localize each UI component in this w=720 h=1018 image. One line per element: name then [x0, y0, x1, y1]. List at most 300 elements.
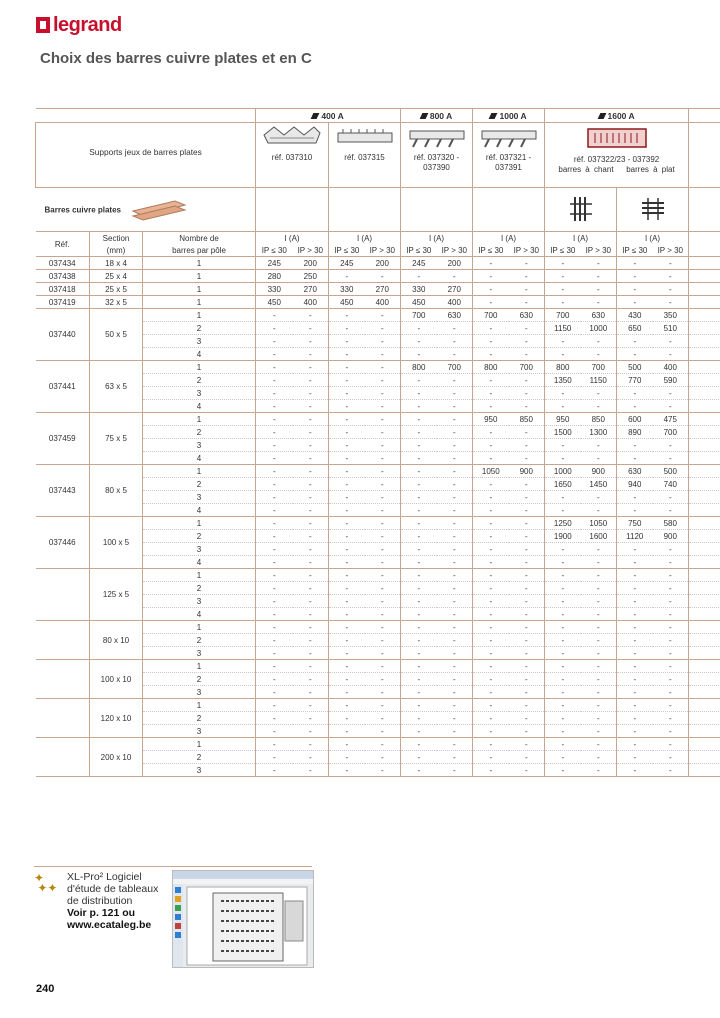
cell-bar-count: 3 — [143, 595, 256, 608]
cell-current-value: 850 — [581, 413, 617, 426]
breaker-icon — [489, 113, 498, 119]
cell-bar-count: 1 — [143, 660, 256, 673]
cell-current-value: - — [256, 374, 293, 387]
cell-current-value: - — [329, 478, 365, 491]
support-comb-icon — [479, 125, 539, 149]
cell-current-value: - — [365, 439, 401, 452]
cell-current-value: - — [581, 569, 617, 582]
cell-current-value: - — [653, 764, 689, 777]
copper-bar-icon — [131, 199, 187, 221]
cell-current-value: - — [617, 270, 653, 283]
cell-current-value: - — [509, 491, 545, 504]
cell-current-value: - — [473, 257, 509, 270]
cell-current-value: - — [473, 699, 509, 712]
cell-current-value: - — [545, 491, 581, 504]
cell-current-value: - — [617, 582, 653, 595]
cell-current-value: - — [401, 738, 437, 751]
cell-current-value: - — [437, 491, 473, 504]
cell-current-value: - — [365, 673, 401, 686]
cell-current-value: 700 — [509, 361, 545, 374]
cell-current-value: - — [401, 270, 437, 283]
cell-current-value: 500 — [653, 465, 689, 478]
cell-current-value: - — [653, 582, 689, 595]
cell-current-value: - — [509, 478, 545, 491]
cell-bar-count: 2 — [143, 673, 256, 686]
col-current: I (A) — [256, 232, 329, 245]
cell-current-value: - — [401, 530, 437, 543]
cell-current-value: - — [401, 478, 437, 491]
cell-current-value: 650 — [617, 322, 653, 335]
cell-current-value: - — [581, 296, 617, 309]
col-count-unit: barres par pôle — [143, 244, 256, 257]
cell-current-value: 500 — [617, 361, 653, 374]
cell-current-value: - — [617, 452, 653, 465]
cell-current-value: - — [581, 621, 617, 634]
cell-ref — [36, 569, 90, 621]
cell-current-value: - — [581, 582, 617, 595]
cell-current-value: - — [365, 621, 401, 634]
cell-current-value: - — [473, 725, 509, 738]
col-ip-gt-30: IP > 30 — [509, 244, 545, 257]
cell-current-value: - — [293, 660, 329, 673]
cell-current-value: 1650 — [545, 478, 581, 491]
cell-current-value: - — [401, 517, 437, 530]
cell-current-value: 400 — [365, 296, 401, 309]
cell-current-value: - — [545, 764, 581, 777]
cell-bar-count: 2 — [143, 322, 256, 335]
cell-current-value: - — [293, 621, 329, 634]
cell-current-value: - — [365, 595, 401, 608]
cell-ref — [36, 621, 90, 660]
cell-section: 120 x 10 — [90, 699, 143, 738]
cell-current-value: - — [617, 257, 653, 270]
col-ref: Réf. — [36, 232, 90, 257]
cell-current-value: - — [256, 608, 293, 621]
cell-current-value: - — [401, 387, 437, 400]
cell-current-value: - — [653, 738, 689, 751]
col-ip-gt-30: IP > 30 — [437, 244, 473, 257]
cell-current-value: - — [653, 257, 689, 270]
cell-current-value: - — [473, 582, 509, 595]
cell-current-value: - — [401, 712, 437, 725]
cell-current-value: - — [401, 595, 437, 608]
cell-current-value: - — [473, 491, 509, 504]
cell-current-value: 400 — [437, 296, 473, 309]
cell-current-value: - — [401, 439, 437, 452]
cell-current-value: 800 — [473, 361, 509, 374]
cell-bar-count: 1 — [143, 270, 256, 283]
cell-current-value: - — [509, 556, 545, 569]
cell-ref: 037434 — [36, 257, 90, 270]
support-comb-icon — [262, 125, 322, 149]
cell-bar-count: 3 — [143, 647, 256, 660]
cell-current-value: - — [256, 634, 293, 647]
cell-current-value: - — [401, 400, 437, 413]
cell-current-value: - — [617, 608, 653, 621]
cell-current-value: - — [653, 699, 689, 712]
cell-current-value: - — [401, 686, 437, 699]
cell-current-value: - — [653, 660, 689, 673]
cell-current-value: 950 — [473, 413, 509, 426]
cell-current-value: 330 — [401, 283, 437, 296]
support-block-icon — [585, 125, 649, 151]
cell-current-value: 1350 — [545, 374, 581, 387]
cell-current-value: - — [509, 699, 545, 712]
cell-current-value: - — [329, 309, 365, 322]
cell-current-value: - — [437, 426, 473, 439]
table-row — [36, 465, 720, 478]
cell-current-value: - — [256, 569, 293, 582]
cell-current-value: - — [329, 348, 365, 361]
bar-edge-icon-cell — [545, 188, 617, 232]
cell-current-value: - — [653, 725, 689, 738]
cell-current-value: - — [401, 465, 437, 478]
cell-current-value: - — [401, 374, 437, 387]
cell-current-value: 700 — [545, 309, 581, 322]
cell-current-value: - — [293, 634, 329, 647]
cell-current-value: - — [617, 387, 653, 400]
cell-ref: 037418 — [36, 283, 90, 296]
col-ip-le-30: IP ≤ 30 — [545, 244, 581, 257]
cell-current-value: - — [653, 595, 689, 608]
cell-current-value: - — [473, 283, 509, 296]
cell-current-value: - — [256, 751, 293, 764]
cell-ref: 037446 — [36, 517, 90, 569]
cell-current-value: - — [473, 335, 509, 348]
cell-current-value: - — [401, 699, 437, 712]
col-ip-gt-30: IP > 30 — [293, 244, 329, 257]
cell-current-value: 800 — [401, 361, 437, 374]
cell-current-value: - — [329, 673, 365, 686]
cell-current-value: - — [437, 413, 473, 426]
cell-current-value: - — [437, 452, 473, 465]
cell-current-value: - — [545, 283, 581, 296]
cell-current-value: - — [617, 660, 653, 673]
cell-current-value: - — [437, 712, 473, 725]
cell-current-value: - — [473, 296, 509, 309]
cell-current-value: - — [256, 595, 293, 608]
cell-current-value: - — [653, 335, 689, 348]
cell-bar-count: 1 — [143, 465, 256, 478]
cell-current-value: - — [617, 491, 653, 504]
support-037310: réf. 037310 — [256, 123, 329, 188]
cell-current-value: 630 — [509, 309, 545, 322]
cell-current-value: - — [617, 595, 653, 608]
breaker-icon — [311, 113, 320, 119]
cell-current-value: - — [365, 361, 401, 374]
cell-current-value: - — [545, 556, 581, 569]
col-section: Section — [90, 232, 143, 245]
cell-current-value: - — [581, 504, 617, 517]
cell-bar-count: 4 — [143, 608, 256, 621]
supports-label-cell — [36, 123, 256, 188]
table-row — [36, 413, 720, 426]
cell-current-value: - — [365, 491, 401, 504]
cell-current-value: - — [653, 348, 689, 361]
cell-current-value: - — [509, 582, 545, 595]
cell-ref: 037459 — [36, 413, 90, 465]
cell-current-value: - — [473, 595, 509, 608]
cell-current-value: - — [653, 634, 689, 647]
cell-current-value: - — [653, 439, 689, 452]
cell-current-value: - — [329, 374, 365, 387]
cell-current-value: - — [293, 361, 329, 374]
cell-current-value: - — [293, 725, 329, 738]
cell-current-value: - — [545, 400, 581, 413]
cell-current-value: - — [509, 660, 545, 673]
cell-current-value: 1150 — [545, 322, 581, 335]
cell-ref: 037440 — [36, 309, 90, 361]
cell-current-value: - — [545, 608, 581, 621]
cell-current-value: 900 — [653, 530, 689, 543]
cell-current-value: - — [401, 725, 437, 738]
cell-current-value: - — [545, 543, 581, 556]
cell-ref — [36, 660, 90, 699]
cell-current-value: - — [653, 647, 689, 660]
cell-current-value: - — [509, 543, 545, 556]
cell-current-value: - — [401, 621, 437, 634]
cell-current-value: - — [437, 569, 473, 582]
cell-current-value: - — [437, 764, 473, 777]
cell-current-value: 200 — [293, 257, 329, 270]
cell-section: 75 x 5 — [90, 413, 143, 465]
cell-current-value: - — [509, 530, 545, 543]
cell-current-value: - — [329, 270, 365, 283]
cell-current-value: - — [293, 582, 329, 595]
cell-current-value: - — [509, 374, 545, 387]
cell-current-value: 330 — [256, 283, 293, 296]
col-ip-le-30: IP ≤ 30 — [473, 244, 509, 257]
cell-current-value: - — [545, 582, 581, 595]
cell-current-value: - — [329, 387, 365, 400]
cell-current-value: - — [401, 543, 437, 556]
cell-current-value: - — [293, 556, 329, 569]
cell-current-value: 475 — [653, 413, 689, 426]
cell-current-value: - — [256, 556, 293, 569]
cell-current-value: - — [653, 400, 689, 413]
cell-current-value: - — [329, 491, 365, 504]
cell-current-value: - — [581, 751, 617, 764]
cell-current-value: - — [617, 556, 653, 569]
cell-current-value: 700 — [437, 361, 473, 374]
cell-current-value: 890 — [617, 426, 653, 439]
cell-current-value: 630 — [617, 465, 653, 478]
cell-current-value: 400 — [653, 361, 689, 374]
cell-current-value: - — [509, 270, 545, 283]
cell-current-value: - — [293, 686, 329, 699]
cell-current-value: - — [329, 465, 365, 478]
promo-link-url[interactable]: www.ecataleg.be — [67, 919, 152, 931]
col-ip-le-30: IP ≤ 30 — [329, 244, 365, 257]
cell-current-value: - — [256, 699, 293, 712]
table-row — [36, 270, 720, 283]
cell-bar-count: 1 — [143, 257, 256, 270]
cell-current-value: - — [401, 504, 437, 517]
col-current: I (A) — [545, 232, 617, 245]
col-ip-gt-30: IP > 30 — [653, 244, 689, 257]
cell-current-value: - — [256, 530, 293, 543]
cell-current-value: - — [401, 634, 437, 647]
cell-current-value: - — [617, 738, 653, 751]
cell-current-value: - — [437, 348, 473, 361]
cell-current-value: - — [473, 322, 509, 335]
cell-current-value: - — [653, 452, 689, 465]
cell-current-value: - — [365, 764, 401, 777]
cell-current-value: - — [509, 738, 545, 751]
cell-current-value: - — [401, 413, 437, 426]
cell-current-value: - — [437, 374, 473, 387]
cell-current-value: 850 — [509, 413, 545, 426]
cell-current-value: - — [509, 322, 545, 335]
cell-current-value: - — [509, 296, 545, 309]
cell-bar-count: 2 — [143, 478, 256, 491]
cell-current-value: - — [581, 699, 617, 712]
cell-current-value: - — [473, 478, 509, 491]
cell-current-value: - — [653, 712, 689, 725]
cell-current-value: - — [256, 725, 293, 738]
cell-current-value: 245 — [401, 257, 437, 270]
cell-current-value: - — [581, 686, 617, 699]
cell-current-value: 1300 — [581, 426, 617, 439]
cell-current-value: - — [256, 465, 293, 478]
brand-name: legrand — [53, 14, 122, 36]
cell-current-value: - — [617, 764, 653, 777]
cell-current-value: - — [581, 725, 617, 738]
cell-current-value: - — [329, 322, 365, 335]
cell-current-value: - — [437, 621, 473, 634]
cell-current-value: - — [329, 699, 365, 712]
support-comb-icon — [335, 125, 395, 149]
cell-current-value: 700 — [473, 309, 509, 322]
cell-current-value: - — [473, 712, 509, 725]
cell-section: 25 x 4 — [90, 270, 143, 283]
cell-current-value: - — [256, 504, 293, 517]
cell-current-value: - — [293, 374, 329, 387]
cell-section: 50 x 5 — [90, 309, 143, 361]
cell-current-value: - — [437, 322, 473, 335]
cell-current-value: - — [256, 686, 293, 699]
cell-current-value: - — [329, 361, 365, 374]
page-title: Choix des barres cuivre plates et en C — [40, 50, 312, 67]
cell-current-value: 1050 — [473, 465, 509, 478]
cell-current-value: - — [256, 413, 293, 426]
cell-current-value: - — [509, 257, 545, 270]
cell-bar-count: 3 — [143, 543, 256, 556]
cell-current-value: - — [509, 335, 545, 348]
cell-current-value: 750 — [617, 517, 653, 530]
cell-current-value: - — [509, 621, 545, 634]
cell-bar-count: 1 — [143, 699, 256, 712]
cell-current-value: - — [365, 608, 401, 621]
cell-current-value: - — [653, 751, 689, 764]
bar-flat-icon-cell — [617, 188, 689, 232]
cell-current-value: - — [293, 387, 329, 400]
cell-current-value: - — [509, 426, 545, 439]
cell-current-value: - — [329, 725, 365, 738]
cell-current-value: - — [581, 712, 617, 725]
cell-current-value: - — [545, 257, 581, 270]
cell-current-value: - — [581, 543, 617, 556]
cell-current-value: 900 — [509, 465, 545, 478]
cell-current-value: - — [653, 504, 689, 517]
cell-current-value: - — [581, 335, 617, 348]
cell-current-value: 1450 — [581, 478, 617, 491]
cell-current-value: - — [293, 478, 329, 491]
cell-current-value: - — [473, 751, 509, 764]
cell-current-value: - — [653, 283, 689, 296]
cell-current-value: - — [256, 439, 293, 452]
amp-group-1600: 1600 A — [545, 109, 689, 123]
cell-current-value: - — [256, 478, 293, 491]
cell-current-value: - — [329, 556, 365, 569]
amp-group-1000: 1000 A — [473, 109, 545, 123]
cell-ref: 037441 — [36, 361, 90, 413]
bars-label-cell — [36, 188, 256, 232]
cell-current-value: - — [617, 751, 653, 764]
cell-current-value: - — [401, 556, 437, 569]
cell-section: 100 x 5 — [90, 517, 143, 569]
cell-current-value: - — [401, 491, 437, 504]
cell-current-value: 270 — [437, 283, 473, 296]
cell-current-value: - — [437, 582, 473, 595]
cell-current-value: - — [545, 595, 581, 608]
cell-current-value: - — [365, 465, 401, 478]
cell-current-value: - — [509, 712, 545, 725]
cell-current-value: - — [293, 569, 329, 582]
col-ip-le-30: IP ≤ 30 — [401, 244, 437, 257]
cell-current-value: - — [293, 322, 329, 335]
cell-current-value: - — [329, 595, 365, 608]
cell-bar-count: 2 — [143, 374, 256, 387]
bars-flat-icon — [639, 195, 667, 223]
cell-current-value: 250 — [293, 270, 329, 283]
cell-bar-count: 1 — [143, 738, 256, 751]
cell-current-value: - — [401, 608, 437, 621]
cell-current-value: 1050 — [581, 517, 617, 530]
cell-current-value: - — [617, 504, 653, 517]
cell-bar-count: 1 — [143, 621, 256, 634]
cell-current-value: - — [437, 595, 473, 608]
cell-current-value: - — [545, 686, 581, 699]
cell-ref: 037438 — [36, 270, 90, 283]
cell-current-value: 950 — [545, 413, 581, 426]
cell-current-value: - — [617, 348, 653, 361]
cell-current-value: - — [293, 452, 329, 465]
cell-current-value: - — [473, 738, 509, 751]
cell-current-value: - — [437, 478, 473, 491]
cell-current-value: - — [365, 322, 401, 335]
cell-current-value: - — [581, 647, 617, 660]
cell-current-value: - — [437, 504, 473, 517]
cell-current-value: 630 — [437, 309, 473, 322]
cell-current-value: - — [329, 504, 365, 517]
cell-current-value: 630 — [581, 309, 617, 322]
cell-current-value: - — [581, 595, 617, 608]
cell-current-value: - — [473, 426, 509, 439]
cell-current-value: - — [581, 608, 617, 621]
cell-current-value: - — [509, 647, 545, 660]
cell-current-value: - — [256, 400, 293, 413]
table-row — [36, 309, 720, 322]
support-037322: réf. 037322/23 - 037392 barres à chant barres à plat — [545, 123, 689, 188]
cell-current-value: - — [365, 400, 401, 413]
cell-current-value: - — [365, 582, 401, 595]
cell-current-value: - — [365, 751, 401, 764]
table-row — [36, 517, 720, 530]
cell-current-value: 700 — [401, 309, 437, 322]
cell-current-value: - — [365, 504, 401, 517]
cell-current-value: - — [617, 725, 653, 738]
